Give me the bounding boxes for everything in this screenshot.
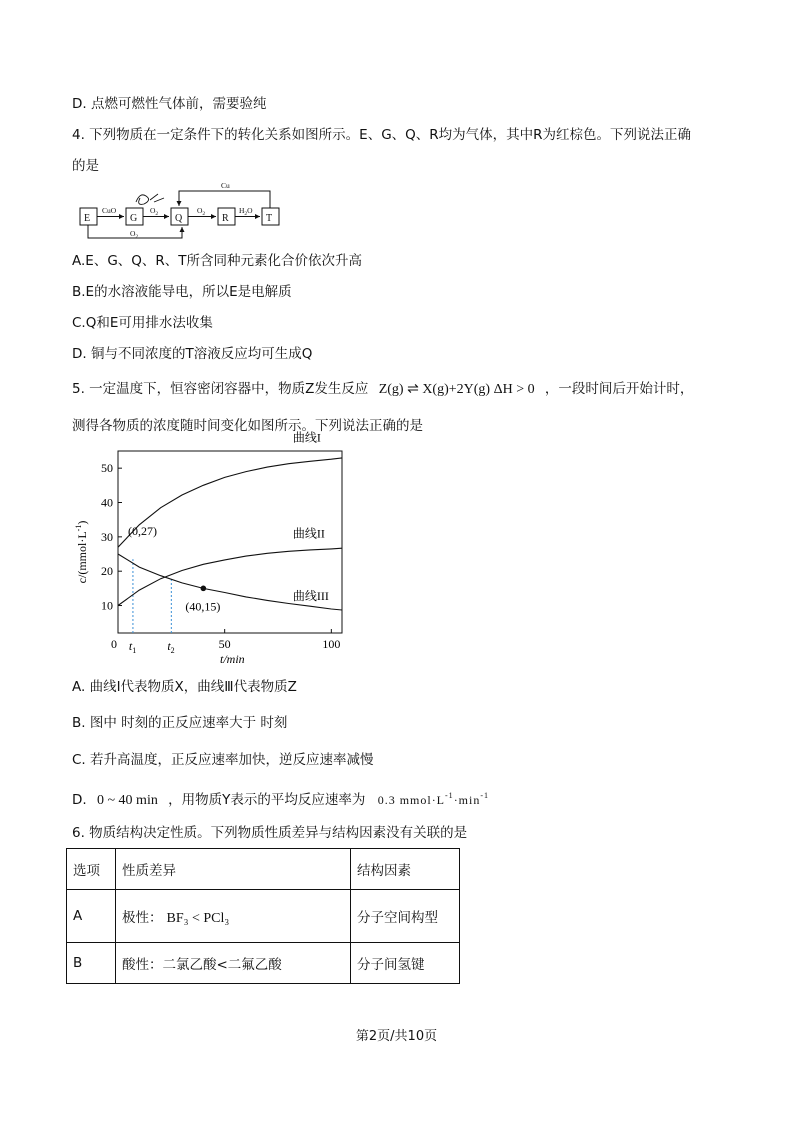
table-header-row — [67, 849, 460, 890]
table-cell: 极性： BF₃ < PCl₃ — [116, 890, 351, 943]
x-axis-label: t/min — [220, 652, 245, 666]
x-tick-label: 50 — [218, 637, 231, 651]
node-q-label: Q — [175, 213, 183, 224]
y-axis-label: $c/(mmol\cdot L^{-1})$ — [74, 520, 89, 584]
q5-stem-line1 — [72, 380, 693, 399]
series-label: 曲线III — [292, 589, 329, 604]
q5-stem-suffix: ，一段时间后开始计时， — [544, 381, 694, 397]
label-h2o: $H_2O$ — [239, 206, 253, 217]
q5-option-d-mid: ，用物质Y表示的平均反应速率为 — [168, 792, 366, 808]
table-cell: 酸性：二氯乙酸<二氟乙酸 — [116, 943, 351, 984]
annotation-point — [201, 586, 207, 592]
q4-option-d: D. 铜与不同浓度的T溶液反应均可生成Q — [72, 346, 313, 362]
table-row — [67, 890, 460, 943]
options-table — [66, 848, 460, 984]
x-tick-label: 0 — [111, 637, 117, 651]
q4-option-b: B.E的水溶液能导电，所以E是电解质 — [72, 284, 292, 300]
t-marker-label: $t_2$ — [167, 639, 175, 655]
q5-option-a: A. 曲线Ⅰ代表物质X，曲线Ⅲ代表物质Z — [72, 679, 297, 695]
concentration-time-chart — [72, 430, 352, 668]
annotation-label: (0,27) — [128, 524, 157, 539]
node-t-label: T — [266, 213, 273, 224]
q5-stem-prefix: 5. 一定温度下，恒容密闭容器中，物质Z发生反应 — [72, 381, 369, 397]
y-tick-label: 10 — [101, 598, 113, 613]
table-cell: 性质差异 — [116, 849, 351, 890]
q4-option-c: C.Q和E可用排水法收集 — [72, 315, 213, 331]
label-cu: Cu — [221, 181, 230, 190]
table-cell: B — [67, 943, 116, 984]
rate-value: 0.3 $mmol\cdot L^{-1}\cdot\min^{-1}$ — [377, 791, 490, 807]
x-tick-label: 100 — [322, 637, 341, 651]
q5-option-b: B. 图中 时刻的正反应速率大于 时刻 — [72, 715, 288, 731]
table-cell: A — [67, 890, 116, 943]
table-cell: 分子空间构型 — [351, 890, 460, 943]
node-g-label: G — [130, 213, 138, 224]
reaction-equation: Z(g) ⇌ X(g)+2Y(g) ΔH > 0 — [378, 382, 535, 397]
q4-stem-line2: 的是 — [72, 158, 99, 174]
series-label: 曲线II — [292, 526, 325, 541]
y-tick-label: 30 — [101, 529, 113, 544]
time-range: 0 ~ 40 min — [96, 793, 158, 808]
t-marker-label: $t_1$ — [128, 639, 137, 655]
q4-stem-line1: 4. 下列物质在一定条件下的转化关系如图所示。E、G、Q、R均为气体，其中R为红棕色。下列说法正确 — [72, 127, 692, 143]
table-cell: 选项 — [67, 849, 116, 890]
q4-conversion-scheme — [78, 180, 288, 245]
q5-option-d-prefix: D. — [72, 792, 87, 808]
label-o2-qr: $O_2$ — [197, 206, 206, 217]
q5-option-d — [72, 787, 489, 810]
node-r-label: R — [222, 213, 229, 224]
table-cell: 结构因素 — [351, 849, 460, 890]
table-row — [67, 943, 460, 984]
q5-option-c: C. 若升高温度，正反应速率加快，逆反应速率减慢 — [72, 752, 374, 768]
q4-option-a: A.E、G、Q、R、T所含同种元素化合价依次升高 — [72, 253, 363, 269]
polarity-formula: BF₃ < PCl₃ — [166, 910, 230, 926]
q5-stem-line2: 测得各物质的浓度随时间变化如图所示。下列说法正确的是 — [72, 418, 423, 434]
q6-stem: 6. 物质结构决定性质。下列物质性质差异与结构因素没有关联的是 — [72, 825, 468, 841]
y-tick-label: 20 — [101, 564, 113, 579]
page-footer: 第2页/共10页 — [355, 1029, 438, 1044]
annotation-label: (40,15) — [185, 599, 221, 614]
y-tick-label: 40 — [101, 495, 113, 510]
table-cell: 分子间氢键 — [351, 943, 460, 984]
series-label: 曲线I — [292, 430, 321, 445]
label-o2-gq: $O_2$ — [150, 206, 159, 217]
node-e-label: E — [84, 213, 91, 224]
label-o2-bottom: $O_2$ — [130, 229, 139, 240]
label-cuo: CuO — [102, 206, 117, 215]
q3-option-d: D. 点燃可燃性气体前，需要验纯 — [72, 96, 267, 112]
y-tick-label: 50 — [101, 461, 113, 476]
